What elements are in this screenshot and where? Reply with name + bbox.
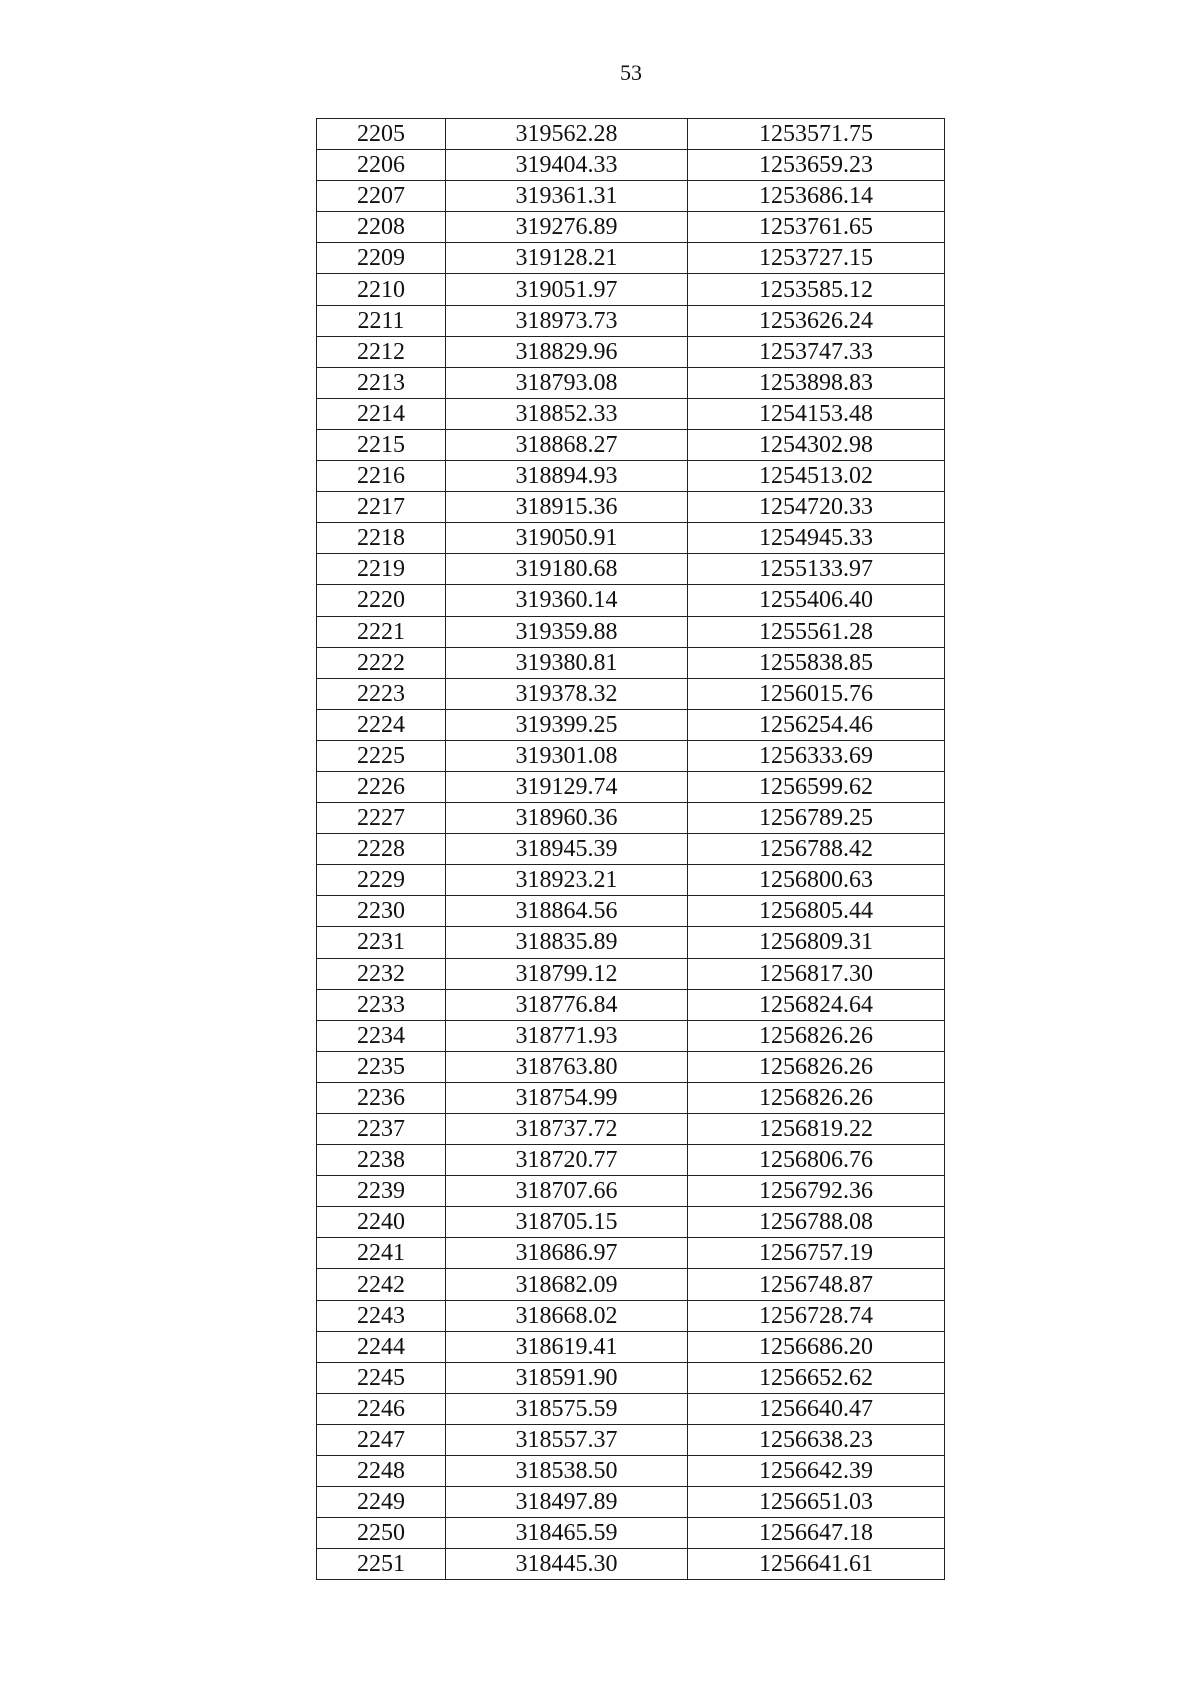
table-row (317, 585, 945, 616)
point-number-cell: 2233 (317, 989, 446, 1020)
table-row (317, 1145, 945, 1176)
y-coordinate-cell: 1253898.83 (688, 367, 945, 398)
y-coordinate-cell: 1253626.24 (688, 305, 945, 336)
x-coordinate-cell: 318705.15 (446, 1207, 688, 1238)
x-coordinate-cell: 318754.99 (446, 1082, 688, 1113)
table-row (317, 1393, 945, 1424)
table-row (317, 927, 945, 958)
x-coordinate-cell: 318960.36 (446, 803, 688, 834)
point-number-cell: 2208 (317, 212, 446, 243)
point-number-cell: 2230 (317, 896, 446, 927)
y-coordinate-cell: 1255406.40 (688, 585, 945, 616)
y-coordinate-cell: 1256333.69 (688, 740, 945, 771)
point-number-cell: 2215 (317, 429, 446, 460)
table-row (317, 1518, 945, 1549)
x-coordinate-cell: 319361.31 (446, 181, 688, 212)
x-coordinate-cell: 319378.32 (446, 678, 688, 709)
point-number-cell: 2212 (317, 336, 446, 367)
table-row (317, 616, 945, 647)
y-coordinate-cell: 1254720.33 (688, 492, 945, 523)
point-number-cell: 2224 (317, 709, 446, 740)
table-row (317, 834, 945, 865)
x-coordinate-cell: 318894.93 (446, 461, 688, 492)
table-row (317, 305, 945, 336)
point-number-cell: 2237 (317, 1114, 446, 1145)
point-number-cell: 2223 (317, 678, 446, 709)
y-coordinate-cell: 1256824.64 (688, 989, 945, 1020)
y-coordinate-cell: 1256652.62 (688, 1362, 945, 1393)
table-row (317, 1456, 945, 1487)
point-number-cell: 2246 (317, 1393, 446, 1424)
point-number-cell: 2232 (317, 958, 446, 989)
y-coordinate-cell: 1255838.85 (688, 647, 945, 678)
table-row (317, 1331, 945, 1362)
table-row (317, 1207, 945, 1238)
y-coordinate-cell: 1255133.97 (688, 554, 945, 585)
point-number-cell: 2225 (317, 740, 446, 771)
x-coordinate-cell: 318776.84 (446, 989, 688, 1020)
y-coordinate-cell: 1256642.39 (688, 1456, 945, 1487)
y-coordinate-cell: 1256817.30 (688, 958, 945, 989)
y-coordinate-cell: 1256686.20 (688, 1331, 945, 1362)
y-coordinate-cell: 1256806.76 (688, 1145, 945, 1176)
table-row (317, 1051, 945, 1082)
table-row (317, 865, 945, 896)
point-number-cell: 2249 (317, 1487, 446, 1518)
table-row (317, 740, 945, 771)
table-row (317, 274, 945, 305)
y-coordinate-cell: 1256809.31 (688, 927, 945, 958)
x-coordinate-cell: 318465.59 (446, 1518, 688, 1549)
x-coordinate-cell: 319359.88 (446, 616, 688, 647)
x-coordinate-cell: 319404.33 (446, 150, 688, 181)
y-coordinate-cell: 1253747.33 (688, 336, 945, 367)
x-coordinate-cell: 318619.41 (446, 1331, 688, 1362)
x-coordinate-cell: 318497.89 (446, 1487, 688, 1518)
table-row (317, 647, 945, 678)
table-row (317, 461, 945, 492)
y-coordinate-cell: 1256651.03 (688, 1487, 945, 1518)
table-row (317, 1082, 945, 1113)
point-number-cell: 2240 (317, 1207, 446, 1238)
table-row (317, 678, 945, 709)
table-row (317, 709, 945, 740)
point-number-cell: 2206 (317, 150, 446, 181)
point-number-cell: 2227 (317, 803, 446, 834)
point-number-cell: 2218 (317, 523, 446, 554)
x-coordinate-cell: 319128.21 (446, 243, 688, 274)
table-row (317, 1269, 945, 1300)
table-row (317, 1114, 945, 1145)
x-coordinate-cell: 318707.66 (446, 1176, 688, 1207)
y-coordinate-cell: 1256640.47 (688, 1393, 945, 1424)
x-coordinate-cell: 318763.80 (446, 1051, 688, 1082)
x-coordinate-cell: 319051.97 (446, 274, 688, 305)
y-coordinate-cell: 1256792.36 (688, 1176, 945, 1207)
y-coordinate-cell: 1256826.26 (688, 1082, 945, 1113)
point-number-cell: 2234 (317, 1020, 446, 1051)
point-number-cell: 2228 (317, 834, 446, 865)
table-row (317, 367, 945, 398)
x-coordinate-cell: 318686.97 (446, 1238, 688, 1269)
point-number-cell: 2235 (317, 1051, 446, 1082)
point-number-cell: 2221 (317, 616, 446, 647)
x-coordinate-cell: 319276.89 (446, 212, 688, 243)
point-number-cell: 2243 (317, 1300, 446, 1331)
x-coordinate-cell: 318538.50 (446, 1456, 688, 1487)
table-row (317, 398, 945, 429)
point-number-cell: 2231 (317, 927, 446, 958)
table-row (317, 181, 945, 212)
table-row (317, 1300, 945, 1331)
y-coordinate-cell: 1256788.08 (688, 1207, 945, 1238)
x-coordinate-cell: 318973.73 (446, 305, 688, 336)
x-coordinate-cell: 319399.25 (446, 709, 688, 740)
x-coordinate-cell: 319380.81 (446, 647, 688, 678)
x-coordinate-cell: 318864.56 (446, 896, 688, 927)
y-coordinate-cell: 1256728.74 (688, 1300, 945, 1331)
x-coordinate-cell: 318575.59 (446, 1393, 688, 1424)
y-coordinate-cell: 1256826.26 (688, 1051, 945, 1082)
table-row (317, 1487, 945, 1518)
y-coordinate-cell: 1253585.12 (688, 274, 945, 305)
y-coordinate-cell: 1256638.23 (688, 1424, 945, 1455)
x-coordinate-cell: 318945.39 (446, 834, 688, 865)
point-number-cell: 2211 (317, 305, 446, 336)
x-coordinate-cell: 319301.08 (446, 740, 688, 771)
y-coordinate-cell: 1256748.87 (688, 1269, 945, 1300)
x-coordinate-cell: 318923.21 (446, 865, 688, 896)
table-row (317, 523, 945, 554)
page-number: 53 (620, 60, 642, 85)
y-coordinate-cell: 1256015.76 (688, 678, 945, 709)
table-row (317, 554, 945, 585)
y-coordinate-cell: 1256819.22 (688, 1114, 945, 1145)
point-number-cell: 2242 (317, 1269, 446, 1300)
point-number-cell: 2220 (317, 585, 446, 616)
y-coordinate-cell: 1253659.23 (688, 150, 945, 181)
point-number-cell: 2222 (317, 647, 446, 678)
table-row (317, 771, 945, 802)
table-row (317, 1424, 945, 1455)
point-number-cell: 2213 (317, 367, 446, 398)
y-coordinate-cell: 1254513.02 (688, 461, 945, 492)
y-coordinate-cell: 1254302.98 (688, 429, 945, 460)
x-coordinate-cell: 318720.77 (446, 1145, 688, 1176)
table-row (317, 1549, 945, 1580)
y-coordinate-cell: 1256599.62 (688, 771, 945, 802)
table-row (317, 492, 945, 523)
point-number-cell: 2214 (317, 398, 446, 429)
y-coordinate-cell: 1256254.46 (688, 709, 945, 740)
point-number-cell: 2217 (317, 492, 446, 523)
x-coordinate-cell: 319180.68 (446, 554, 688, 585)
x-coordinate-cell: 319050.91 (446, 523, 688, 554)
y-coordinate-cell: 1256826.26 (688, 1020, 945, 1051)
point-number-cell: 2241 (317, 1238, 446, 1269)
table-row (317, 1020, 945, 1051)
point-number-cell: 2219 (317, 554, 446, 585)
y-coordinate-cell: 1253686.14 (688, 181, 945, 212)
point-number-cell: 2244 (317, 1331, 446, 1362)
x-coordinate-cell: 318771.93 (446, 1020, 688, 1051)
point-number-cell: 2229 (317, 865, 446, 896)
point-number-cell: 2209 (317, 243, 446, 274)
table-row (317, 150, 945, 181)
x-coordinate-cell: 318557.37 (446, 1424, 688, 1455)
x-coordinate-cell: 319562.28 (446, 119, 688, 150)
point-number-cell: 2245 (317, 1362, 446, 1393)
point-number-cell: 2239 (317, 1176, 446, 1207)
point-number-cell: 2238 (317, 1145, 446, 1176)
table-row (317, 119, 945, 150)
table-row (317, 1176, 945, 1207)
y-coordinate-cell: 1254153.48 (688, 398, 945, 429)
table-row (317, 803, 945, 834)
x-coordinate-cell: 318835.89 (446, 927, 688, 958)
point-number-cell: 2250 (317, 1518, 446, 1549)
table-row (317, 896, 945, 927)
y-coordinate-cell: 1256641.61 (688, 1549, 945, 1580)
table-row (317, 243, 945, 274)
y-coordinate-cell: 1255561.28 (688, 616, 945, 647)
table-row (317, 336, 945, 367)
x-coordinate-cell: 318915.36 (446, 492, 688, 523)
y-coordinate-cell: 1256647.18 (688, 1518, 945, 1549)
table-row (317, 212, 945, 243)
x-coordinate-cell: 318852.33 (446, 398, 688, 429)
x-coordinate-cell: 318668.02 (446, 1300, 688, 1331)
x-coordinate-cell: 318737.72 (446, 1114, 688, 1145)
point-number-cell: 2248 (317, 1456, 446, 1487)
table-row (317, 1362, 945, 1393)
y-coordinate-cell: 1256789.25 (688, 803, 945, 834)
x-coordinate-cell: 318868.27 (446, 429, 688, 460)
point-number-cell: 2247 (317, 1424, 446, 1455)
coordinates-table-body (317, 119, 945, 1580)
x-coordinate-cell: 318445.30 (446, 1549, 688, 1580)
point-number-cell: 2236 (317, 1082, 446, 1113)
point-number-cell: 2205 (317, 119, 446, 150)
x-coordinate-cell: 319360.14 (446, 585, 688, 616)
point-number-cell: 2207 (317, 181, 446, 212)
y-coordinate-cell: 1256805.44 (688, 896, 945, 927)
x-coordinate-cell: 318682.09 (446, 1269, 688, 1300)
x-coordinate-cell: 318829.96 (446, 336, 688, 367)
coordinates-table (316, 118, 945, 1580)
x-coordinate-cell: 318799.12 (446, 958, 688, 989)
y-coordinate-cell: 1253727.15 (688, 243, 945, 274)
table-row (317, 429, 945, 460)
x-coordinate-cell: 318793.08 (446, 367, 688, 398)
x-coordinate-cell: 318591.90 (446, 1362, 688, 1393)
y-coordinate-cell: 1256800.63 (688, 865, 945, 896)
point-number-cell: 2216 (317, 461, 446, 492)
point-number-cell: 2226 (317, 771, 446, 802)
table-row (317, 1238, 945, 1269)
x-coordinate-cell: 319129.74 (446, 771, 688, 802)
table-row (317, 958, 945, 989)
y-coordinate-cell: 1253761.65 (688, 212, 945, 243)
table-row (317, 989, 945, 1020)
point-number-cell: 2251 (317, 1549, 446, 1580)
y-coordinate-cell: 1256788.42 (688, 834, 945, 865)
point-number-cell: 2210 (317, 274, 446, 305)
y-coordinate-cell: 1256757.19 (688, 1238, 945, 1269)
y-coordinate-cell: 1253571.75 (688, 119, 945, 150)
y-coordinate-cell: 1254945.33 (688, 523, 945, 554)
